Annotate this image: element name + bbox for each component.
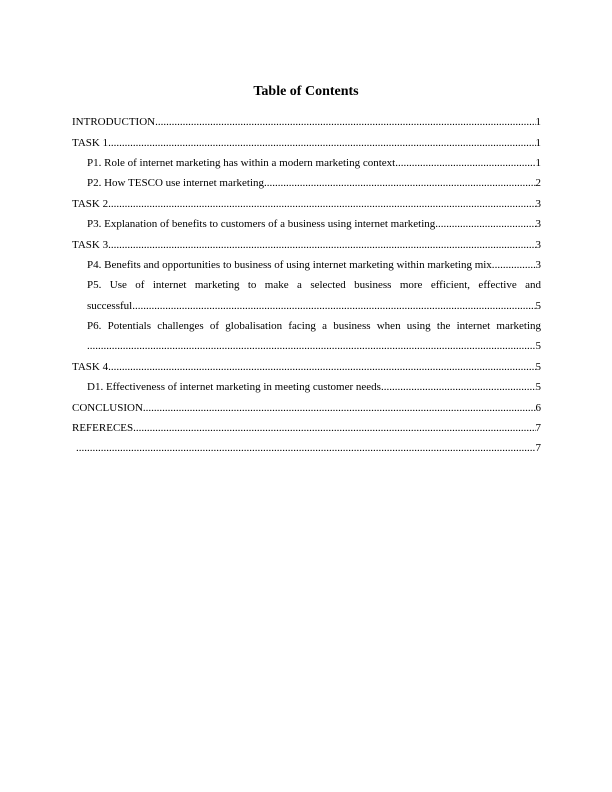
- toc-entry-p3[interactable]: [72, 214, 541, 234]
- toc-page-number: 3: [535, 258, 541, 271]
- toc-entry-task2[interactable]: [72, 194, 541, 214]
- toc-entry-label-line2: successful: [87, 299, 133, 312]
- dot-leader: [381, 381, 536, 393]
- toc-entry-conclusion[interactable]: [72, 397, 541, 417]
- table-of-contents: [72, 112, 541, 459]
- toc-page-number: 1: [535, 156, 541, 169]
- toc-entry-p5[interactable]: [72, 275, 541, 316]
- toc-page-number: 3: [535, 238, 541, 251]
- dot-leader: [132, 300, 535, 312]
- toc-page-number: 3: [535, 197, 541, 210]
- toc-entry-p6[interactable]: [72, 316, 541, 357]
- toc-entry-introduction[interactable]: [72, 112, 541, 132]
- toc-entry-references[interactable]: [72, 418, 541, 438]
- toc-title: Table of Contents: [253, 84, 359, 99]
- toc-entry-label-line1: P5. Use of internet marketing to make a selected business more efficient, effective and: [87, 279, 541, 292]
- toc-entry-label: INTRODUCTION: [72, 116, 156, 129]
- toc-page-number: 5: [535, 340, 541, 353]
- dot-leader: [108, 361, 535, 373]
- toc-entry-label: REFERECES: [72, 422, 134, 435]
- toc-page-number: 3: [535, 218, 541, 231]
- toc-entry-label: P3. Explanation of benefits to customers of a business using internet marketing: [87, 218, 436, 231]
- toc-entry-label: TASK 1: [72, 136, 109, 149]
- toc-entry-blank[interactable]: [72, 438, 541, 458]
- toc-entry-label: TASK 4: [72, 360, 109, 373]
- toc-entry-label: P2. How TESCO use internet marketing: [87, 177, 264, 190]
- toc-entry-label-line1: P6. Potentials challenges of globalisation facing a business when using the internet marketing: [87, 320, 541, 333]
- toc-entry-label: D1. Effectiveness of internet marketing in meeting customer needs: [87, 381, 381, 394]
- toc-page-number: 5: [535, 299, 541, 312]
- toc-entry-label: TASK 2: [72, 197, 109, 210]
- toc-entry-task1[interactable]: [72, 132, 541, 152]
- dot-leader: [108, 137, 535, 149]
- toc-page-number: 7: [535, 442, 541, 455]
- toc-page-number: 1: [535, 136, 541, 149]
- dot-leader: [108, 198, 535, 210]
- toc-entry-label: CONCLUSION: [72, 401, 143, 414]
- dot-leader: [87, 340, 536, 352]
- toc-page-number: 5: [535, 381, 541, 394]
- dot-leader: [495, 259, 536, 271]
- toc-entry-p4[interactable]: [72, 255, 541, 275]
- dot-leader: [143, 402, 536, 414]
- toc-page-number: 1: [535, 116, 541, 129]
- toc-page-number: 2: [535, 177, 541, 190]
- toc-entry-d1[interactable]: [72, 377, 541, 397]
- toc-page-number: 7: [535, 422, 541, 435]
- toc-entry-label: P4. Benefits and opportunities to business of using internet marketing within marketing mix.: [87, 258, 495, 271]
- toc-entry-task4[interactable]: [72, 357, 541, 377]
- dot-leader: [435, 218, 535, 230]
- dot-leader: [264, 177, 536, 189]
- dot-leader: [155, 116, 535, 128]
- toc-entry-p1[interactable]: [72, 153, 541, 173]
- dot-leader: [133, 422, 535, 434]
- toc-entry-label: TASK 3: [72, 238, 109, 251]
- toc-entry-p2[interactable]: [72, 173, 541, 193]
- toc-page-number: 6: [535, 401, 541, 414]
- dot-leader: [395, 157, 535, 169]
- toc-entry-label: P1. Role of internet marketing has within a modern marketing context: [87, 156, 396, 169]
- dot-leader: [108, 239, 535, 251]
- toc-entry-task3[interactable]: [72, 234, 541, 254]
- dot-leader: [76, 442, 536, 454]
- toc-page-number: 5: [535, 360, 541, 373]
